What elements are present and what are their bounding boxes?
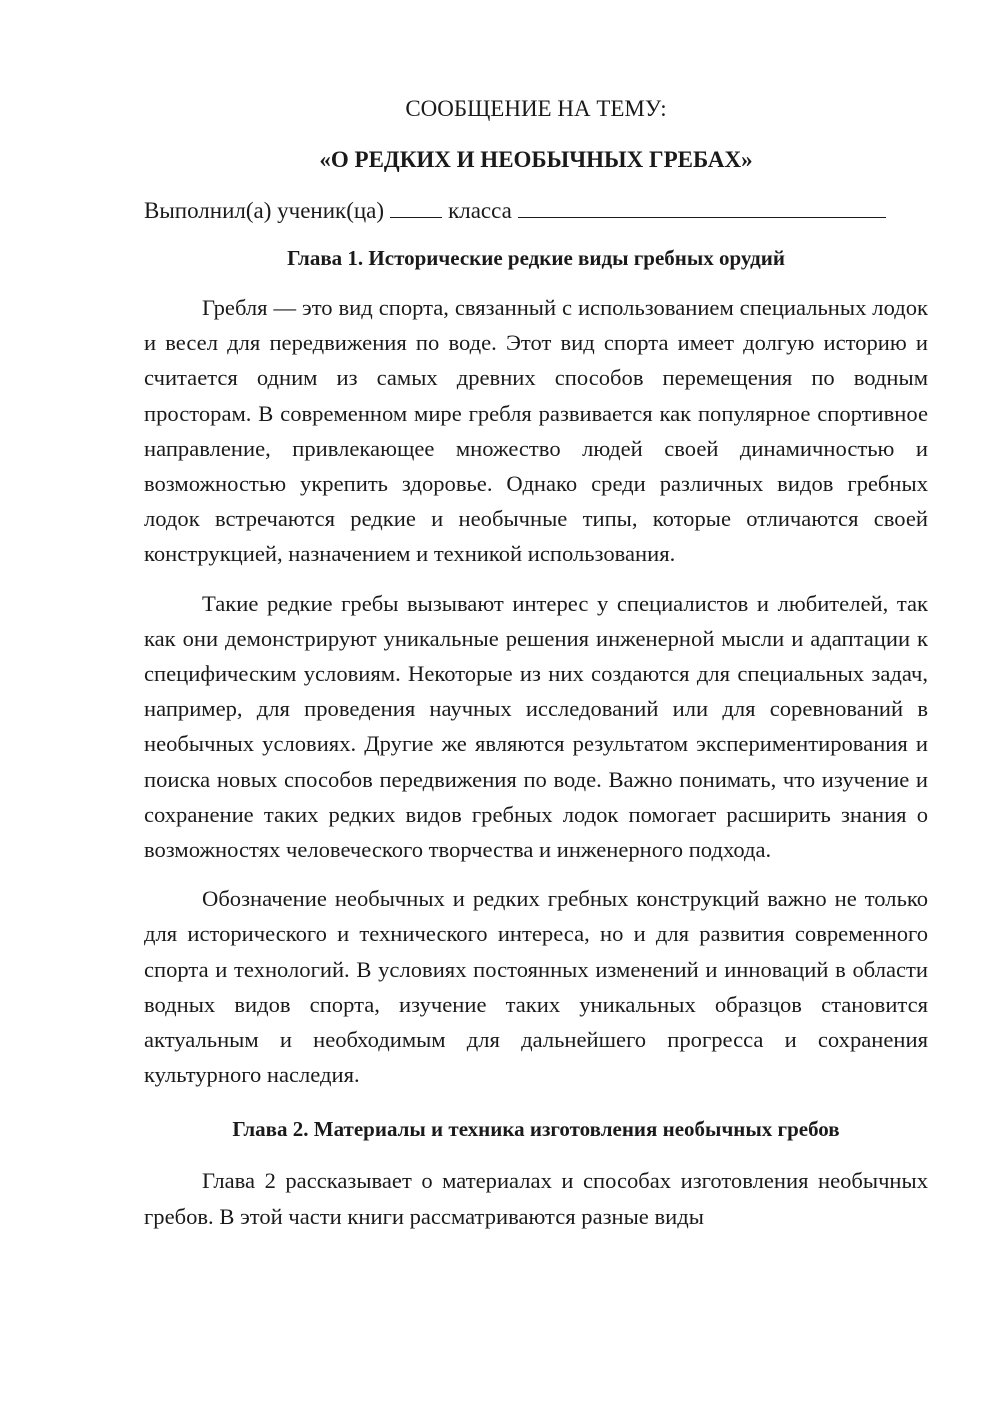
class-name-blank: [518, 197, 886, 218]
document-page: [144, 92, 928, 1248]
chapter-1-heading: Глава 1. Исторические редкие виды гребных орудий: [287, 246, 785, 270]
document-title: «О РЕДКИХ И НЕОБЫЧНЫХ ГРЕБАХ»: [319, 147, 753, 172]
author-prefix: Выполнил(а) ученик(ца): [144, 198, 385, 223]
chapter-1-paragraph-1: Гребля — это вид спорта, связанный с использованием специальных лодок и весел для передвижения по воде. Этот вид спорта имеет долгую историю и считается одним из самых древних способов перемещения по водным просторам. В современном мире гребля развивается как популярное спортивное направление, привлекающее множество людей своей динамичностью и возможностью укрепить здоровье. Однако среди различных видов гребных лодок встречаются редкие и необычные типы, которые отличаются своей конструкцией, назначением и техникой использования.: [144, 295, 928, 567]
chapter-2-paragraph-1: Глава 2 рассказывает о материалах и способах изготовления необычных гребов. В этой части книги рассматриваются разные виды: [144, 1168, 928, 1229]
class-word: класса: [448, 198, 512, 223]
chapter-1-paragraph-3: Обозначение необычных и редких гребных конструкций важно не только для исторического и технического интереса, но и для развития современного спорта и технологий. В условиях постоянных изменений и инноваций в области водных видов спорта, изучение таких уникальных образцов становится актуальным и необходимым для дальнейшего прогресса и сохранения культурного наследия.: [144, 886, 928, 1088]
chapter-1-paragraph-2: Такие редкие гребы вызывают интерес у специалистов и любителей, так как они демонстрируют уникальные решения инженерной мысли и адаптации к специфическим условиям. Некоторые из них создаются для специальных задач, например, для проведения научных исследований или для соревнований в необычных условиях. Другие же являются результатом экспериментирования и поиска новых способов передвижения по воде. Важно понимать, что изучение и сохранение таких редких видов гребных лодок помогает расширить знания о возможностях человеческого творчества и инженерного подхода.: [144, 590, 928, 863]
class-number-blank: [390, 197, 442, 218]
document-subject-line: СООБЩЕНИЕ НА ТЕМУ:: [405, 96, 667, 121]
author-line: [144, 194, 928, 228]
chapter-2-heading: Глава 2. Материалы и техника изготовления необычных гребов: [232, 1117, 840, 1142]
